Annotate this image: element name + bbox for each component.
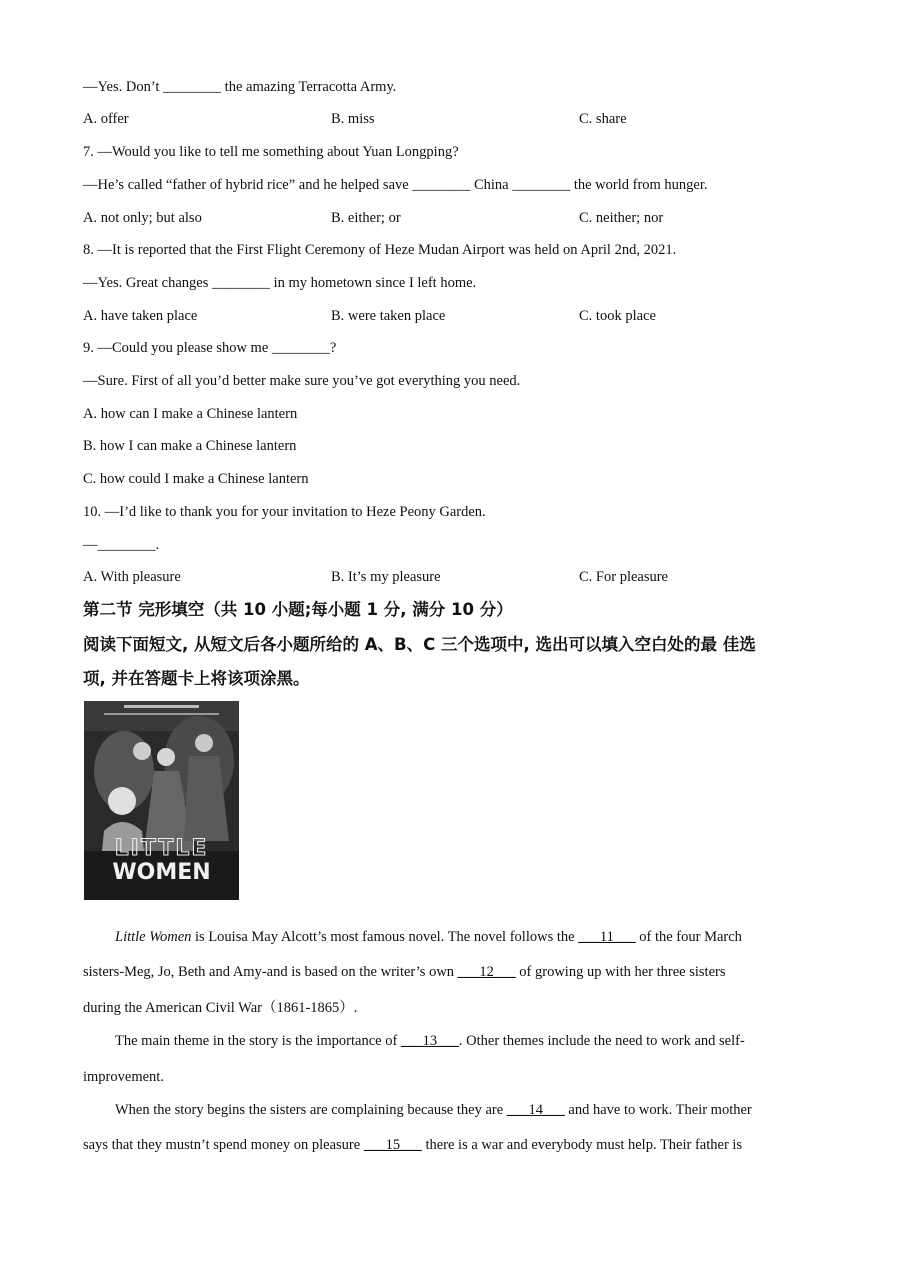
q9-prompt: —Sure. First of all you’d better make sure you’ve got everything you need. [83,373,521,389]
blank-15[interactable]: ___15___ [363,1137,422,1153]
q7-question: 7. —Would you like to tell me something about Yuan Longping? [83,144,459,160]
passage-paragraph-1-line-2 [83,962,823,982]
q9-option-c[interactable]: C. how could I make a Chinese lantern [83,471,309,487]
q10-option-c[interactable]: C. For pleasure [579,569,668,585]
passage-text: says that they mustn’t spend money on pleasure [83,1137,364,1153]
q10-option-a[interactable]: A. With pleasure [83,569,181,585]
q10-option-b[interactable]: B. It’s my pleasure [331,569,441,585]
q9-option-b[interactable]: B. how I can make a Chinese lantern [83,438,297,454]
passage-text: sisters-Meg, Jo, Beth and Amy-and is based on the writer’s own [83,964,458,980]
blank-14[interactable]: ___14___ [506,1102,565,1118]
passage-text: and have to work. Their mother [564,1102,752,1118]
passage-text: of the four March [635,929,742,945]
passage-text: . Other themes include the need to work and self- [458,1033,745,1049]
q7-option-c[interactable]: C. neither; nor [579,210,664,226]
q8-option-a[interactable]: A. have taken place [83,308,198,324]
book-title: Little Women [115,929,192,945]
passage-paragraph-2-line-1 [83,1031,855,1051]
q9-option-a[interactable]: A. how can I make a Chinese lantern [83,406,298,422]
q8-option-b[interactable]: B. were taken place [331,308,446,324]
passage-text: of growing up with her three sisters [515,964,726,980]
q6-option-b[interactable]: B. miss [331,111,375,127]
passage-paragraph-2-line-2: improvement. [83,1069,164,1085]
q10-question: 10. —I’d like to thank you for your invitation to Heze Peony Garden. [83,504,486,520]
passage-text: is Louisa May Alcott’s most famous novel. The novel follows the [191,929,579,945]
q7-option-b[interactable]: B. either; or [331,210,401,226]
section-instruction-line2: 项, 并在答题卡上将该项涂黑。 [83,669,310,688]
q6-prompt: —Yes. Don’t ________ the amazing Terracotta Army. [83,79,397,95]
passage-text: The main theme in the story is the importance of [115,1033,401,1049]
q8-question: 8. —It is reported that the First Flight Ceremony of Heze Mudan Airport was held on April 2nd, 2021. [83,242,677,258]
q8-option-c[interactable]: C. took place [579,308,656,324]
poster-title-line1: LITTLE [114,836,209,861]
q10-prompt: —________. [83,537,160,553]
q7-option-a[interactable]: A. not only; but also [83,210,202,226]
blank-13[interactable]: ___13___ [400,1033,459,1049]
q6-option-a[interactable]: A. offer [83,111,129,127]
section-instruction-line1: 阅读下面短文, 从短文后各小题所给的 A、B、C 三个选项中, 选出可以填入空白处的最 佳选 [83,635,756,654]
passage-paragraph-1-line-1 [83,927,855,947]
little-women-poster-image [84,701,239,900]
q8-prompt: —Yes. Great changes ________ in my hometown since I left home. [83,275,477,291]
q6-option-c[interactable]: C. share [579,111,627,127]
blank-12[interactable]: ___12___ [457,964,516,980]
passage-paragraph-3-line-1 [83,1100,855,1120]
blank-11[interactable]: ___11___ [578,929,636,945]
passage-text: there is a war and everybody must help. Their father is [421,1137,743,1153]
passage-paragraph-1-line-3: during the American Civil War（1861-1865）. [83,1000,358,1016]
q9-question: 9. —Could you please show me ________? [83,340,337,356]
section-title: 第二节 完形填空（共 10 小题;每小题 1 分, 满分 10 分） [83,600,513,619]
poster-title-line2: WOMEN [112,860,211,885]
passage-text: When the story begins the sisters are complaining because they are [115,1102,507,1118]
passage-paragraph-3-line-2 [83,1135,823,1155]
q7-prompt: —He’s called “father of hybrid rice” and he helped save ________ China ________ the world from hunger. [83,177,708,193]
